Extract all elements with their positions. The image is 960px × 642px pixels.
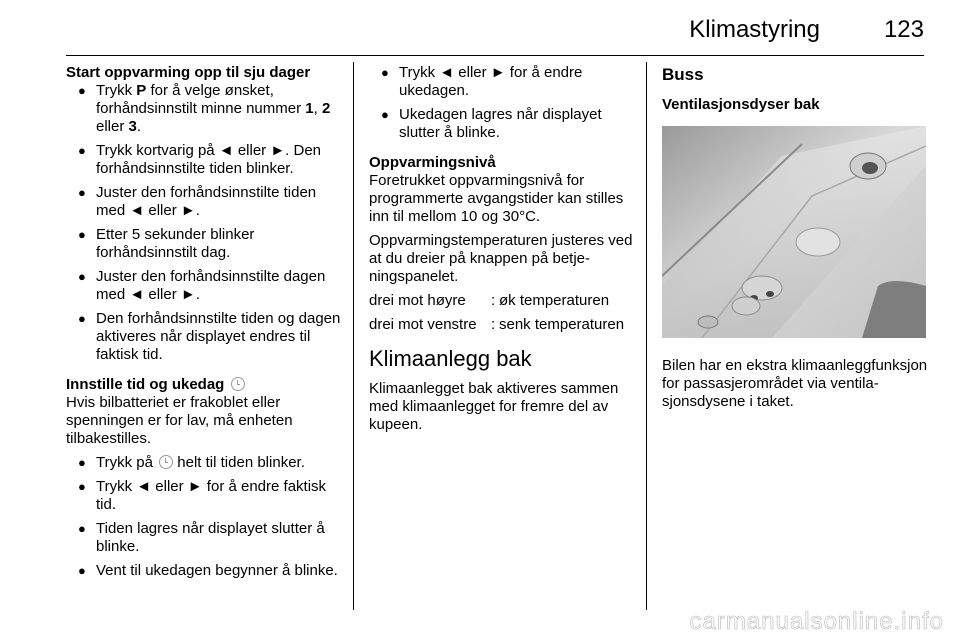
bold-key: 1	[305, 100, 314, 117]
ceiling-vents-photo	[662, 126, 926, 338]
temperature-table	[369, 292, 633, 334]
column-divider-2	[646, 62, 647, 610]
clock-icon	[231, 377, 245, 391]
column-2	[369, 64, 633, 440]
heading-heating-level: Oppvarmingsnivå	[369, 154, 496, 171]
bullet-list-set-time	[66, 454, 342, 580]
column-3	[662, 64, 928, 417]
bold-key: 2	[321, 100, 331, 117]
table-key: drei mot høyre	[369, 292, 466, 309]
list-item: ● Tiden lagres når displayet slutter å blinke.	[66, 520, 342, 556]
paragraph-rear-ac: Klimaanlegget bak aktiveres sammen med klimaanlegget for fremre del av kupeen.	[369, 380, 619, 433]
heading-set-time-day-text: Innstille tid og ukedag	[66, 376, 225, 393]
clock-icon	[159, 455, 173, 469]
watermark: carmanualsonline.info	[689, 608, 944, 635]
list-item: ● Vent til ukedagen begynner å blinke.	[66, 562, 342, 580]
paragraph-heating-level: Foretrukket oppvarmingsnivå for programmerte avgangstider kan stilles inn til mellom 10 og 30°C.	[369, 172, 624, 225]
table-separator: :	[491, 316, 496, 333]
heading-set-time-day	[66, 376, 342, 394]
bold-key: 3	[128, 118, 137, 135]
list-item: ● Trykk på helt til tiden blinker.	[66, 454, 342, 472]
heading-rear-vents: Ventilasjonsdyser bak	[662, 96, 820, 113]
temperature-table-row	[369, 316, 633, 334]
list-item: ● Ukedagen lagres når displayet slutter å blinke.	[369, 106, 633, 142]
paragraph-temperature-adjust: Oppvarmingstemperaturen justeres ved at du dreier på knappen på betjeningspanelet.	[369, 232, 633, 285]
table-separator: :	[491, 292, 496, 309]
list-item: ● Trykk kortvarig på ◄ eller ►. Den forhåndsinnstilte tiden blinker.	[66, 142, 342, 178]
column-divider-1	[353, 62, 354, 610]
heading-bus: Buss	[662, 65, 704, 84]
list-item: ● Juster den forhåndsinnstilte tiden med ◄ eller ►.	[66, 184, 342, 220]
header-rule	[66, 55, 924, 56]
heading-rear-ac: Klimaanlegg bak	[369, 346, 532, 371]
bullet-list-start-heating	[66, 82, 342, 364]
temperature-table-row	[369, 292, 633, 310]
list-item: ● Etter 5 sekunder blinker forhåndsinnstilt dag.	[66, 226, 342, 262]
list-item: ● Trykk P for å velge ønsket, forhåndsinnstilt minne nummer 1, 2 eller 3.	[66, 82, 342, 136]
table-key: drei mot venstre	[369, 316, 477, 333]
table-value: øk temperaturen	[499, 292, 610, 309]
paragraph-battery-reset: Hvis bilbatteriet er frakoblet eller spenningen er for lav, må enheten tilbakestilles.	[66, 394, 293, 447]
bullet-list-weekday	[369, 64, 633, 142]
page-number: 123	[883, 16, 924, 43]
list-item: ● Juster den forhåndsinnstilte dagen med ◄ eller ►.	[66, 268, 342, 304]
paragraph-bus-ac: Bilen har en ekstra klimaanleggfunksjon for passasjerområdet via ventilasjonsdysene i taket.	[662, 357, 928, 410]
list-item: ● Den forhåndsinnstilte tiden og dagen aktiveres når displayet endres til faktisk tid.	[66, 310, 342, 364]
list-item: ● Trykk ◄ eller ► for å endre faktisk tid.	[66, 478, 342, 514]
heading-start-heating: Start oppvarming opp til sju dager	[66, 64, 311, 81]
column-1	[66, 64, 342, 586]
list-item: ● Trykk ◄ eller ► for å endre ukedagen.	[369, 64, 633, 100]
table-value: senk temperaturen	[499, 316, 625, 333]
bold-key: P	[136, 82, 147, 99]
running-header-title: Klimastyring	[689, 16, 820, 43]
